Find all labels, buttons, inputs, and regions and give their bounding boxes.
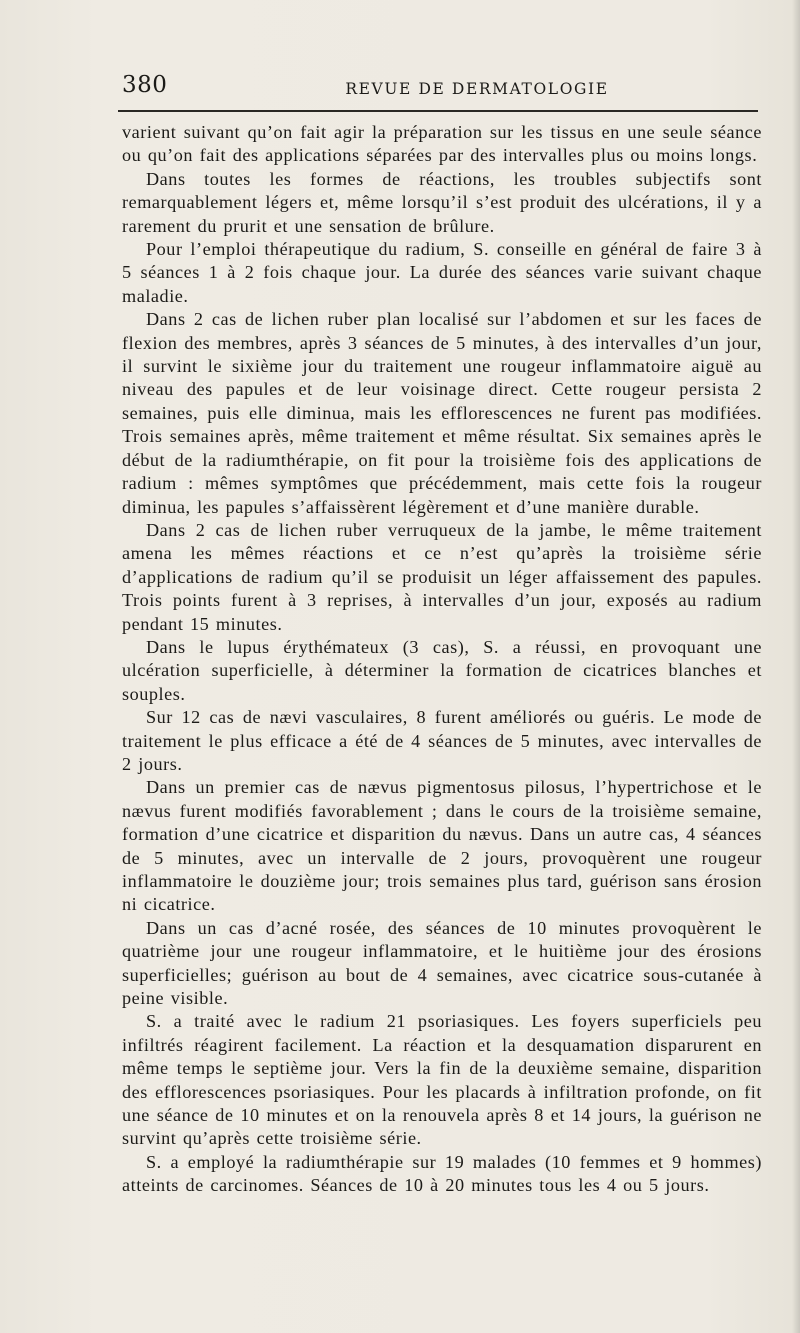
running-title: REVUE DE DERMATOLOGIE <box>345 80 609 98</box>
paragraph: S. a employé la radiumthérapie sur 19 malades (10 femmes et 9 hommes) atteints de carcinomes. Séances de 10 à 20 minutes tous les 4 ou 5 jours. <box>122 1151 762 1196</box>
paragraph: Sur 12 cas de nævi vasculaires, 8 furent améliorés ou guéris. Le mode de traitement le plus efficace a été de 4 séances de 5 minutes, avec intervalles de 2 jours. <box>122 707 762 774</box>
paragraph: Dans un cas d’acné rosée, des séances de 10 minutes provoquèrent le quatrième jour une rougeur inflammatoire, et le huitième jour des érosions superficielles; guérison au bout de 4 semaines, avec cicatrice sous-cutanée à peine visible. <box>122 917 762 1009</box>
paragraph: S. a traité avec le radium 21 psoriasiques. Les foyers superficiels peu infiltrés réagirent facilement. La réaction et la desquamation disparurent en même temps le septième jour. Vers la fin de la deuxième semaine, disparition des efflorescences psoriasiques. Pour les placards à infiltration profonde, on fit une séance de 10 minutes et on la renouvela après 8 et 14 jours, la guérison ne survint qu’après cette troisième série. <box>122 1011 762 1149</box>
paragraph: Dans 2 cas de lichen ruber plan localisé sur l’abdomen et sur les faces de flexion des membres, après 3 séances de 5 minutes, à des intervalles d’un jour, il survint le sixième jour du traitement une rougeur inflammatoire aiguë au niveau des papules et de leur voisinage direct. Cette rougeur persista 2 semaines, puis elle diminua, mais les efflorescences ne furent pas modifiées. Trois semaines après, même traitement et même résultat. Six semaines après le début de la radiumthérapie, on fit pour la troisième fois des applications de radium : mêmes symptômes que précédemment, mais cette fois la rougeur diminua, les papules s’affaissèrent légèrement et d’une manière durable. <box>122 309 762 517</box>
paragraph: Dans 2 cas de lichen ruber verruqueux de la jambe, le même traitement amena les mêmes réactions et ce n’est qu’après la troisième série d’applications de radium qu’il se produisit un léger affaissement des papules. Trois points furent à 3 reprises, à intervalles d’un jour, exposés au radium pendant 15 minutes. <box>122 519 762 634</box>
paragraph: Dans un premier cas de nævus pigmentosus pilosus, l’hypertrichose et le nævus furent modifiés favorablement ; dans le cours de la troisième semaine, formation d’une cicatrice et disparition du nævus. Dans un autre cas, 4 séances de 5 minutes, avec un intervalle de 2 jours, provoquèrent une rougeur inflammatoire le douzième jour; trois semaines plus tard, guérison sans érosion ni cicatrice. <box>122 777 762 915</box>
page-header <box>122 70 762 110</box>
article-body <box>122 121 762 1198</box>
paragraph: varient suivant qu’on fait agir la préparation sur les tissus en une seule séance ou qu’on fait des applications séparées par des intervalles plus ou moins longs. <box>122 122 762 166</box>
header-rule <box>118 110 758 112</box>
page-number: 380 <box>122 72 168 98</box>
paragraph: Pour l’emploi thérapeutique du radium, S. conseille en général de faire 3 à 5 séances 1 à 2 fois chaque jour. La durée des séances varie suivant chaque maladie. <box>122 239 762 306</box>
paragraph: Dans toutes les formes de réactions, les troubles subjectifs sont remarquablement légers et, même lorsqu’il s’est produit des ulcérations, il y a rarement du prurit et une sensation de brûlure. <box>122 168 762 236</box>
paragraph: Dans le lupus érythémateux (3 cas), S. a réussi, en provoquant une ulcération superficielle, à déterminer la formation de cicatrices blanches et souples. <box>122 636 762 704</box>
page-edge-shadow <box>792 0 800 1333</box>
